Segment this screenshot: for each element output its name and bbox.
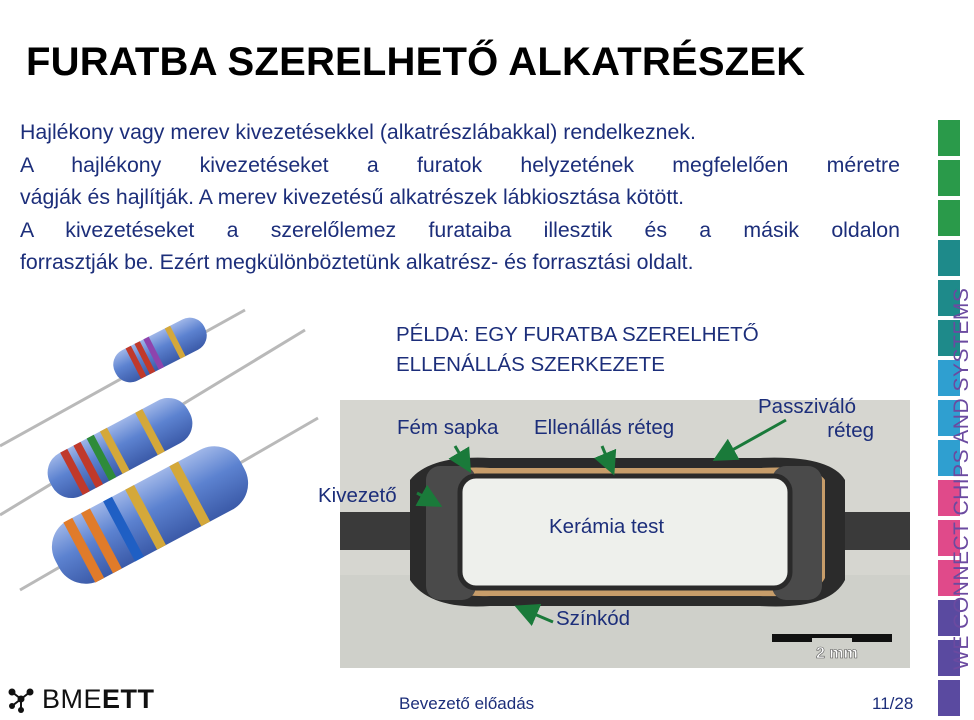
brand-tagline: WE CONNECT CHIPS AND SYSTEMS bbox=[950, 287, 973, 670]
label-passivation bbox=[758, 395, 878, 442]
body-text bbox=[20, 116, 900, 279]
resistor-photo bbox=[0, 300, 320, 600]
body-line-2: A hajlékony kivezetéseket a furatok helyzetének megfelelően méretre bbox=[20, 152, 900, 177]
label-ceramic-body: Kerámia test bbox=[549, 515, 665, 538]
page-number: 11/28 bbox=[872, 694, 914, 713]
example-title-line-1: PÉLDA: EGY FURATBA SZERELHETŐ bbox=[396, 323, 759, 346]
label-metal-cap: Fém sapka bbox=[397, 416, 499, 439]
stripe-segment bbox=[938, 0, 960, 120]
footer-lecture-title: Bevezető előadás bbox=[399, 694, 535, 713]
logo-text-light: BME bbox=[42, 683, 103, 714]
logo-text bbox=[42, 684, 155, 715]
logo-text-bold: ETT bbox=[102, 683, 155, 714]
label-passivation-line-1: Passziváló bbox=[758, 395, 856, 418]
body-line-5: forrasztják be. Ezért megkülönböztetünk alkatrész- és forrasztási oldalt. bbox=[20, 250, 694, 274]
slide-title: FURATBA SZERELHETŐ ALKATRÉSZEK bbox=[26, 40, 806, 84]
bmeett-logo bbox=[6, 684, 155, 714]
body-line-1: Hajlékony vagy merev kivezetésekkel (alkatrészlábakkal) rendelkeznek. bbox=[20, 120, 696, 144]
stripe-segment bbox=[938, 120, 960, 240]
label-passivation-line-2: réteg bbox=[827, 418, 874, 442]
molecule-icon bbox=[6, 684, 36, 714]
label-lead: Kivezető bbox=[318, 484, 397, 507]
example-title bbox=[396, 320, 759, 380]
body-line-3: vágják és hajlítják. A merev kivezetésű alkatrészek lábkiosztása kötött. bbox=[20, 185, 685, 209]
label-color-code: Színkód bbox=[556, 607, 631, 630]
body-line-4: A kivezetéseket a szerelőlemez furataiba illesztik és a másik oldalon bbox=[20, 217, 900, 242]
example-title-line-2: ELLENÁLLÁS SZERKEZETE bbox=[396, 353, 665, 376]
label-resistive-layer: Ellenállás réteg bbox=[534, 416, 675, 439]
scale-label: 2 mm bbox=[816, 645, 858, 662]
